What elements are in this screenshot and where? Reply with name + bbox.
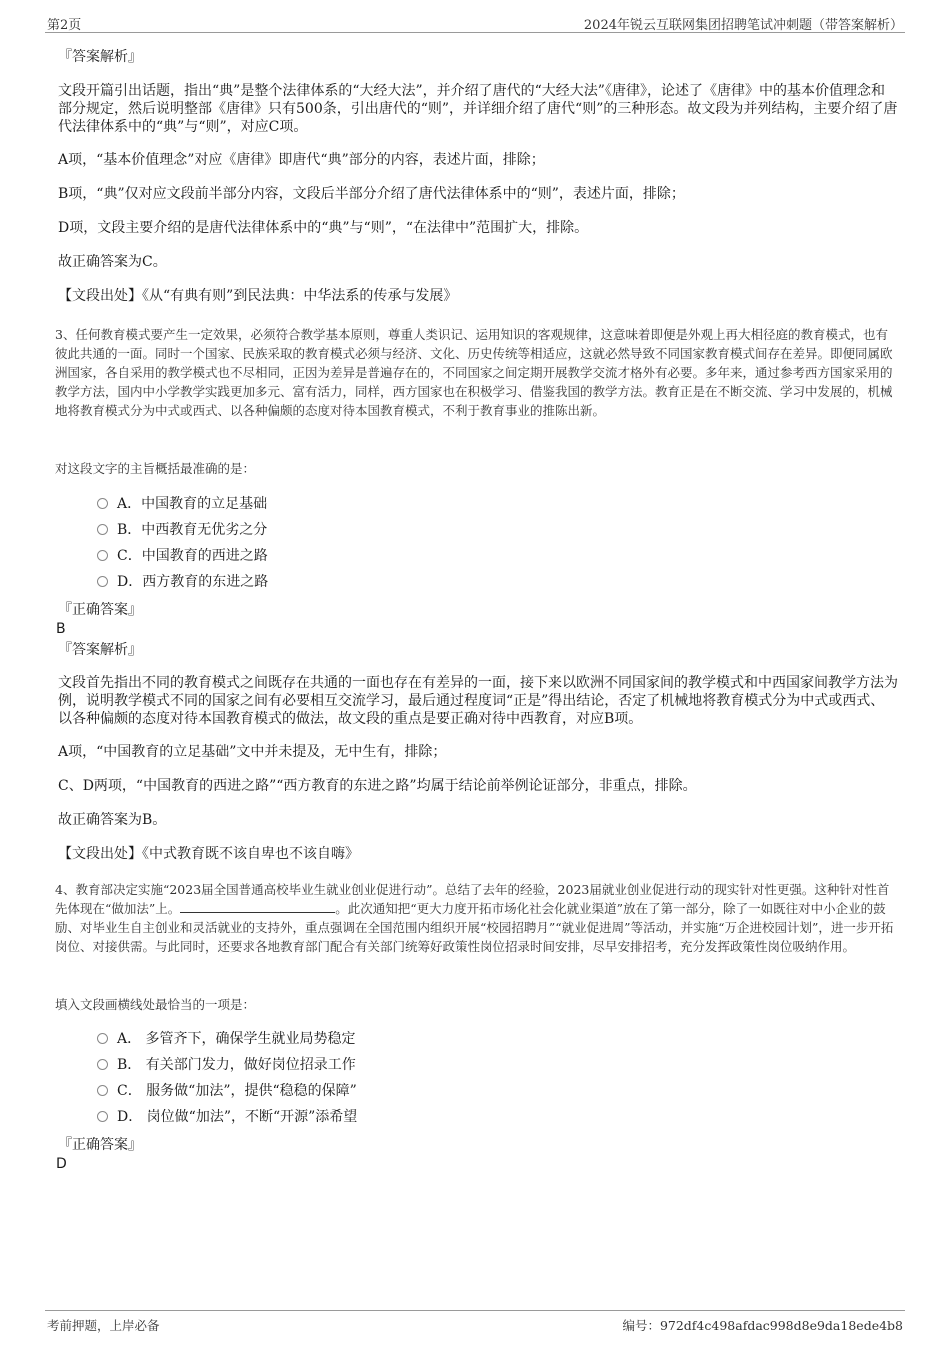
- question-passage: 3、任何教育模式要产生一定效果，必须符合教学基本原则，尊重人类识记、运用知识的客观规律，这意味着即便是外观上再大相径庭的教育模式，也有彼此共通的一面。同时一个国家、民族采取的教育模式必须与经济、文化、历史传统等相适应，这就必然导致不同国家教育模式间存在差异。即便同属欧洲国家，各自采用的教学模式也不尽相同，正因为差异是普遍存在的，不同国家之间定期开展教学交流才格外有必要。多年来，通过参考西方国家采用的教学方法，国内中小学教学实践更加多元、富有活力，同样，西方国家也在积极学习、借鉴我国的教学方法。教育正是在不断交流、学习中发展的，机械地将教育模式分为中式或西式、以各种偏颇的态度对待本国教育模式，不利于教育事业的推陈出新。: [55, 327, 893, 418]
- option-label: D．西方教育的东进之路: [117, 574, 269, 590]
- option-label: A．中国教育的立足基础: [117, 496, 268, 512]
- radio-icon[interactable]: [97, 1085, 108, 1096]
- option-c[interactable]: [97, 547, 268, 565]
- radio-icon[interactable]: [97, 576, 108, 587]
- document-title: 2024年锐云互联网集团招聘笔试冲刺题（带答案解析）: [583, 18, 903, 33]
- fill-blank: [180, 900, 335, 913]
- document-id: 编号：972df4c498afdac998d8e9da18ede4b8: [622, 1318, 903, 1333]
- answer-label: 『正确答案』: [58, 1137, 142, 1153]
- option-label: C． 服务做“加法”，提供“稳稳的保障”: [117, 1083, 357, 1099]
- option-d[interactable]: [97, 1108, 357, 1126]
- option-b[interactable]: [97, 521, 267, 539]
- radio-icon[interactable]: [97, 524, 108, 535]
- option-a[interactable]: [97, 495, 267, 513]
- option-label: A． 多管齐下，确保学生就业局势稳定: [117, 1031, 356, 1047]
- answer-value: B: [56, 621, 66, 637]
- analysis-conclusion: 故正确答案为C。: [58, 254, 167, 270]
- radio-icon[interactable]: [97, 1111, 108, 1122]
- option-label: D． 岗位做“加法”，不断“开源”添希望: [117, 1109, 358, 1125]
- page-number: 第2页: [47, 18, 82, 33]
- analysis-option-a: A项，“基本价值理念”对应《唐律》即唐代“典”部分的内容，表述片面，排除；: [58, 152, 545, 168]
- analysis-text: 文段开篇引出话题，指出“典”是整个法律体系的“大经大法”，并介绍了唐代的“大经大法”《唐律》，论述了《唐律》中的基本价值理念和部分规定，然后说明整部《唐律》只有500条，引出唐代的“则”，并详细介绍了唐代“则”的三种形态。故文段为并列结构，主要介绍了唐代法律体系中的“典”与“则”，对应C项。: [58, 83, 898, 135]
- analysis-option-b: B项，“典”仅对应文段前半部分内容，文段后半部分介绍了唐代法律体系中的“则”，表述片面，排除；: [58, 186, 685, 202]
- question-passage: [55, 880, 900, 956]
- passage-before-blank: 4、教育部决定实施“2023届全国普通高校毕业生就业创业促进行动”。总结了去年的经验，2023届就业创业促进行动的现实针对性更强。这种针对性首先体现在“做加法”上。: [55, 882, 890, 916]
- option-d[interactable]: [97, 573, 268, 591]
- answer-label: 『正确答案』: [58, 602, 142, 618]
- analysis-label: 『答案解析』: [58, 642, 142, 658]
- analysis-text: 文段首先指出不同的教育模式之间既存在共通的一面也存在有差异的一面，接下来以欧洲不同国家间的教学模式和中西国家间教学方法为例，说明教学模式不同的国家之间有必要相互交流学习，最后通过程度词“正是”得出结论，否定了机械地将教育模式分为中式或西式、以各种偏颇的态度对待本国教育模式的做法，故文段的重点是要正确对待中西教育，对应B项。: [58, 675, 898, 727]
- radio-icon[interactable]: [97, 1033, 108, 1044]
- footer-slogan: 考前押题，上岸必备: [47, 1318, 160, 1333]
- question-prompt: 填入文段画横线处最恰当的一项是：: [55, 997, 256, 1012]
- analysis-option-cd: C、D两项，“中国教育的西进之路”“西方教育的东进之路”均属于结论前举例论证部分，非重点，排除。: [58, 778, 697, 794]
- option-label: B． 有关部门发力，做好岗位招录工作: [117, 1057, 356, 1073]
- analysis-conclusion: 故正确答案为B。: [58, 812, 167, 828]
- analysis-option-a: A项，“中国教育的立足基础”文中并未提及，无中生有，排除；: [58, 744, 447, 760]
- source-citation: 【文段出处】《从“有典有则”到民法典：中华法系的传承与发展》: [58, 288, 458, 304]
- answer-value: D: [56, 1156, 67, 1172]
- option-b[interactable]: [97, 1056, 356, 1074]
- option-label: C．中国教育的西进之路: [117, 548, 268, 564]
- option-label: B．中西教育无优劣之分: [117, 522, 268, 538]
- radio-icon[interactable]: [97, 1059, 108, 1070]
- analysis-label: 『答案解析』: [58, 49, 142, 65]
- radio-icon[interactable]: [97, 550, 108, 561]
- question-prompt: 对这段文字的主旨概括最准确的是：: [55, 461, 256, 476]
- analysis-option-d: D项，文段主要介绍的是唐代法律体系中的“典”与“则”，“在法律中”范围扩大，排除。: [58, 220, 589, 236]
- option-a[interactable]: [97, 1030, 356, 1048]
- page-header: [45, 12, 905, 33]
- radio-icon[interactable]: [97, 498, 108, 509]
- source-citation: 【文段出处】《中式教育既不该自卑也不该自嗨》: [58, 846, 359, 862]
- page-footer: [45, 1310, 905, 1335]
- passage-after-blank: 。此次通知把“更大力度开拓市场化社会化就业渠道”放在了第一部分，除了一如既往对中小企业的鼓励、对毕业生自主创业和灵活就业的支持外，重点强调在全国范围内组织开展“校园招聘月”“就业促进周”等活动，并实施“万企进校园计划”，进一步开拓岗位、对接供需。与此同时，还要求各地教育部门配合有关部门统筹好政策性岗位招录时间安排，尽早安排招考，充分发挥政策性岗位吸纳作用。: [55, 901, 894, 954]
- option-c[interactable]: [97, 1082, 357, 1100]
